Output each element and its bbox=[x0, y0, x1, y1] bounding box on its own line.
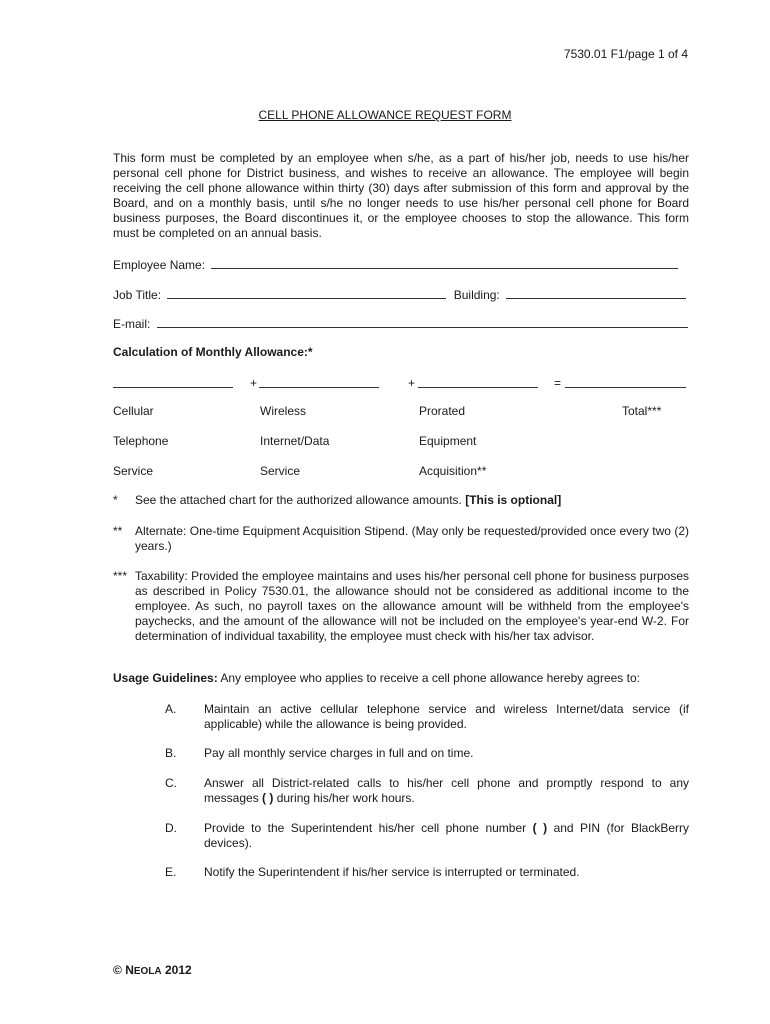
calculation-heading: Calculation of Monthly Allowance:* bbox=[113, 345, 313, 359]
page-reference: 7530.01 F1/page 1 of 4 bbox=[563, 47, 688, 61]
brand-name bbox=[125, 963, 161, 977]
guideline-text: Pay all monthly service charges in full and on time. bbox=[204, 746, 474, 760]
service-label: Service bbox=[113, 464, 154, 478]
guideline-item bbox=[113, 821, 689, 851]
guideline-text: Provide to the Superintendent his/her cell phone number bbox=[204, 821, 533, 835]
job-title-label: Job Title: bbox=[113, 288, 162, 302]
footnote-triple-star bbox=[113, 569, 689, 644]
optional-note: [This is optional] bbox=[465, 493, 562, 507]
internet-data-label: Internet/Data bbox=[260, 434, 330, 448]
copyright-symbol: © bbox=[113, 963, 122, 977]
job-title-field[interactable] bbox=[167, 287, 446, 299]
guideline-text: Answer all District-related calls to his/her cell phone and promptly respond to any messages bbox=[204, 776, 689, 805]
guideline-item bbox=[113, 746, 689, 761]
calculation-blanks-row bbox=[113, 376, 689, 391]
guideline-letter: B. bbox=[165, 746, 177, 760]
guideline-text: Notify the Superintendent if his/her service is interrupted or terminated. bbox=[204, 865, 580, 879]
wireless-label: Wireless bbox=[260, 404, 307, 418]
prorated-amount-field[interactable] bbox=[418, 376, 538, 388]
column-labels-line2 bbox=[113, 434, 689, 449]
plus-sign: + bbox=[250, 376, 258, 390]
brand-rest: EOLA bbox=[133, 966, 162, 977]
telephone-label: Telephone bbox=[113, 434, 169, 448]
footnote-text: Taxability: Provided the employee maintains and uses his/her personal cell phone for business purposes as described in Policy 7530.01, the allowance should not be considered as additional income to the employee. As such, no payroll taxes on the allowance amount will be withheld from the employee's paychecks, and the amount of the allowance will not be included on the employee's year-end W-2. For determination of individual taxability, the employee must check with his/her tax advisor. bbox=[135, 569, 689, 643]
wireless-amount-field[interactable] bbox=[259, 376, 379, 388]
acquisition-label: Acquisition** bbox=[419, 464, 487, 478]
guideline-letter: A. bbox=[165, 702, 177, 716]
building-field[interactable] bbox=[506, 287, 686, 299]
guideline-item bbox=[113, 702, 689, 732]
brand-initial: N bbox=[125, 963, 134, 977]
prorated-label: Prorated bbox=[419, 404, 466, 418]
employee-name-row bbox=[113, 257, 689, 273]
form-title: CELL PHONE ALLOWANCE REQUEST FORM bbox=[258, 108, 512, 122]
equipment-label: Equipment bbox=[419, 434, 477, 448]
usage-guidelines-heading bbox=[113, 671, 640, 686]
employee-name-field[interactable] bbox=[211, 257, 678, 269]
job-title-row bbox=[113, 287, 689, 303]
plus-sign: + bbox=[408, 376, 416, 390]
usage-intro: Any employee who applies to receive a cell phone allowance hereby agrees to: bbox=[217, 671, 640, 685]
building-label: Building: bbox=[453, 288, 500, 302]
cellular-label: Cellular bbox=[113, 404, 154, 418]
guideline-text: Maintain an active cellular telephone service and wireless Internet/data service (if applicable) while the allowance is being provided. bbox=[204, 702, 689, 731]
intro-paragraph: This form must be completed by an employee when s/he, as a part of his/her job, needs to use his/her personal cell phone for District business, and wishes to receive an allowance. The employee will begin receiving the cell phone allowance within thirty (30) days after submission of this form and approval by the Board, and on a monthly basis, until s/he no longer needs to use his/her personal cell phone for Board business purposes, the Board discontinues it, or the employee chooses to stop the allowance. This form must be completed on an annual basis. bbox=[113, 151, 689, 240]
equals-sign: = bbox=[554, 376, 562, 390]
column-labels-line3 bbox=[113, 464, 689, 479]
guideline-text: during his/her work hours. bbox=[273, 791, 415, 805]
footnote-text: Alternate: One-time Equipment Acquisition Stipend. (May only be requested/provided once every two (2) years.) bbox=[135, 524, 689, 553]
usage-heading-label: Usage Guidelines: bbox=[113, 671, 218, 685]
footnote-mark: *** bbox=[113, 569, 128, 583]
footer-copyright bbox=[113, 963, 192, 979]
footnote-mark: * bbox=[113, 493, 118, 507]
footnote-mark: ** bbox=[113, 524, 123, 538]
checkbox-placeholder[interactable]: ( ) bbox=[262, 791, 274, 805]
email-row bbox=[113, 316, 689, 332]
guideline-item bbox=[113, 776, 689, 806]
guideline-letter: D. bbox=[165, 821, 177, 835]
copyright-year: 2012 bbox=[164, 963, 192, 977]
column-labels-line1 bbox=[113, 404, 689, 419]
footnote-double-star bbox=[113, 524, 689, 554]
checkbox-placeholder[interactable]: ( ) bbox=[532, 821, 548, 835]
employee-name-label: Employee Name: bbox=[113, 258, 206, 272]
cellular-amount-field[interactable] bbox=[113, 376, 233, 388]
total-amount-field[interactable] bbox=[565, 376, 686, 388]
service-label: Service bbox=[260, 464, 301, 478]
footnote-single-star bbox=[113, 493, 689, 508]
guideline-text: and PIN (for BlackBerry devices). bbox=[204, 821, 690, 850]
total-label: Total*** bbox=[622, 404, 662, 418]
email-field[interactable] bbox=[157, 316, 688, 328]
guideline-letter: E. bbox=[165, 865, 177, 879]
guideline-letter: C. bbox=[165, 776, 177, 790]
email-label: E-mail: bbox=[113, 317, 151, 331]
guideline-item bbox=[113, 865, 689, 880]
footnote-text: See the attached chart for the authorized allowance amounts. bbox=[135, 493, 466, 507]
